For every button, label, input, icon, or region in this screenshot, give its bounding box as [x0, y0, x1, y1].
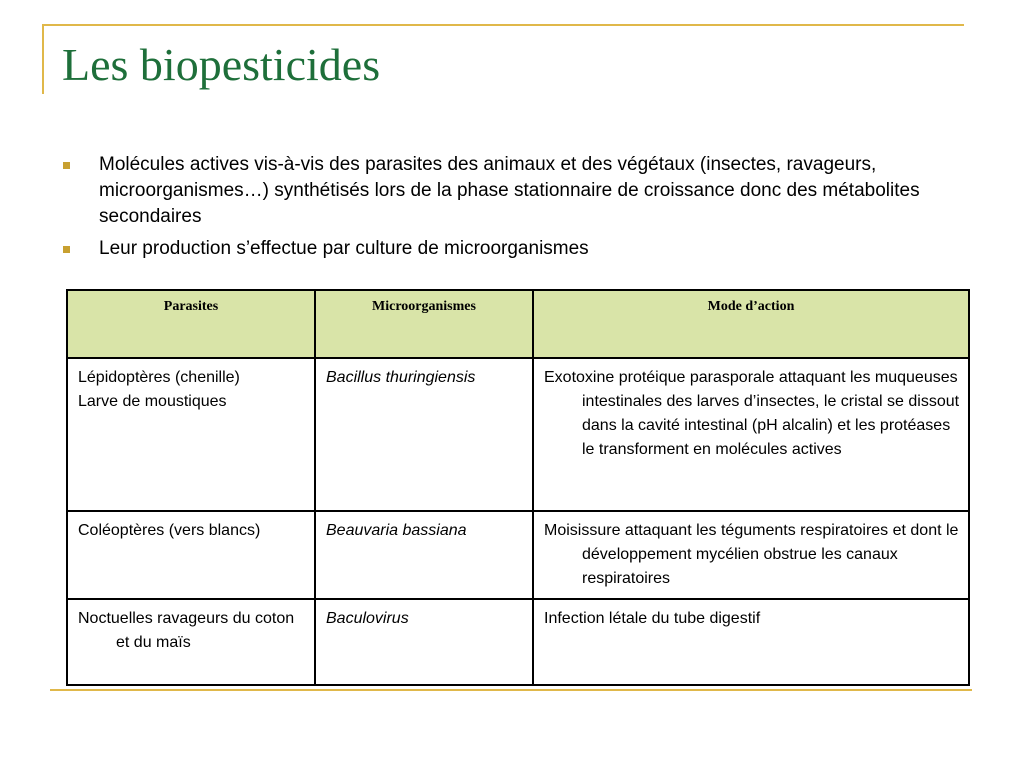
frame-top-rule — [42, 24, 964, 26]
header-parasites: Parasites — [67, 290, 315, 358]
cell-microorganism — [315, 599, 533, 685]
bullet-list — [62, 152, 952, 268]
cell-parasites — [67, 511, 315, 599]
parasite-line: Larve de moustiques — [78, 393, 227, 410]
action-text: Infection létale du tube digestif — [544, 610, 761, 627]
slide-title: Les biopesticides — [62, 39, 381, 90]
parasite-line: Noctuelles ravageurs du coton et du maïs — [78, 610, 295, 651]
bullet-text: Molécules actives vis-à-vis des parasites des animaux et des végétaux (insectes, ravageurs, microorganismes…) synthétisés lors de la phase stationnaire de croissance donc des métabolites secondaires — [99, 154, 920, 227]
bullet-text: Leur production s’effectue par culture de microorganismes — [99, 238, 589, 259]
cell-action — [533, 599, 969, 685]
cell-microorganism — [315, 511, 533, 599]
table-row — [67, 358, 969, 511]
microorganism-name: Bacillus thuringiensis — [326, 369, 476, 386]
microorganism-name: Beauvaria bassiana — [326, 522, 467, 539]
cell-action — [533, 358, 969, 511]
frame-left-rule — [42, 24, 44, 94]
table-row — [67, 599, 969, 685]
frame-bottom-rule — [50, 689, 972, 691]
header-microorganismes: Microorganismes — [315, 290, 533, 358]
microorganism-name: Baculovirus — [326, 610, 409, 627]
action-text: Exotoxine protéique parasporale attaquant les muqueuses intestinales des larves d’insectes, le cristal se dissout dans la cavité intestinal (pH alcalin) et les protéases le transforment en molécules actives — [544, 369, 960, 458]
table-header-row — [67, 290, 969, 358]
cell-microorganism — [315, 358, 533, 511]
action-text: Moisissure attaquant les téguments respiratoires et dont le développement mycélien obstrue les canaux respiratoires — [544, 522, 959, 587]
biopesticides-table — [66, 289, 970, 686]
parasite-line: Lépidoptères (chenille) — [78, 369, 240, 386]
parasite-line: Coléoptères (vers blancs) — [78, 522, 261, 539]
cell-parasites — [67, 599, 315, 685]
table-row — [67, 511, 969, 599]
square-bullet-icon — [63, 246, 70, 253]
cell-parasites — [67, 358, 315, 511]
cell-action — [533, 511, 969, 599]
header-mode-action: Mode d’action — [533, 290, 969, 358]
bullet-item — [62, 152, 952, 230]
square-bullet-icon — [63, 162, 70, 169]
bullet-item — [62, 236, 952, 262]
